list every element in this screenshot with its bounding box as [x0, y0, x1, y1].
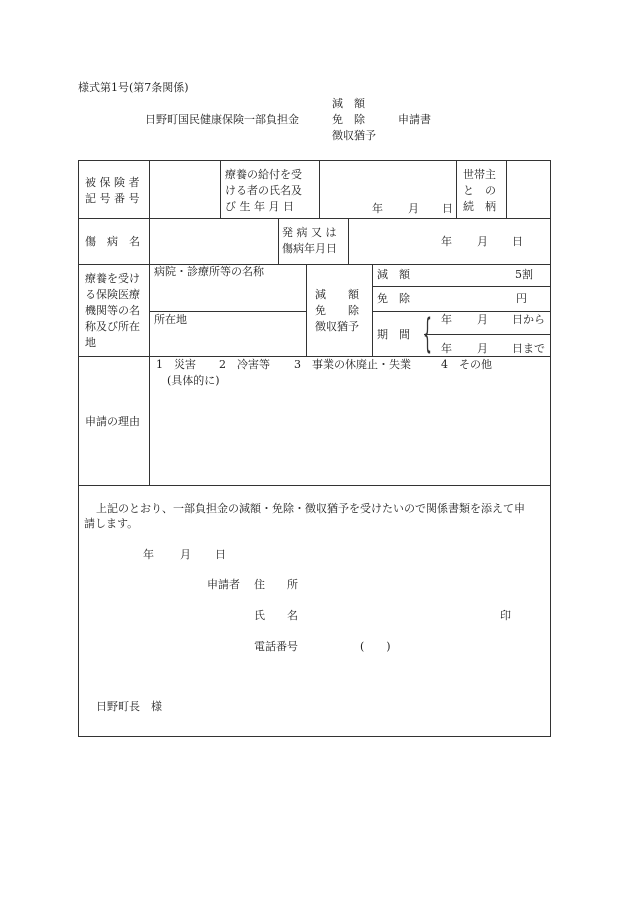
reason-option-other: 4 その他	[441, 358, 492, 371]
application-day-unit: 日	[215, 548, 226, 561]
onset-year-unit: 年	[441, 235, 452, 248]
exemption-unit: 円	[516, 292, 527, 305]
title-option-exemption: 免 除	[332, 113, 365, 126]
application-year-unit: 年	[143, 548, 154, 561]
title-option-reduction: 減 額	[332, 97, 365, 110]
applicant-address-label: 住 所	[254, 578, 298, 591]
exemption-label: 免 除	[377, 292, 410, 305]
household-relation-label: 世帯主 と の 続 柄	[463, 168, 496, 213]
period-brace: {	[423, 311, 432, 357]
disease-name-label: 傷 病 名	[85, 235, 140, 248]
period-from-year: 年	[441, 313, 452, 326]
period-label: 期 間	[377, 328, 410, 341]
reason-label: 申請の理由	[85, 415, 140, 428]
period-from-month: 月	[477, 313, 488, 326]
facility-name-label: 病院・診療所等の名称	[154, 265, 264, 278]
reason-option-disaster: 1 災害	[156, 358, 196, 371]
seal-mark: 印	[500, 609, 511, 622]
onset-day-unit: 日	[512, 235, 523, 248]
period-from-day: 日から	[512, 313, 545, 326]
phone-label: 電話番号	[254, 640, 298, 653]
addressee: 日野町長 様	[96, 700, 162, 713]
form-number: 様式第1号(第7条関係)	[78, 81, 189, 94]
insured-number-label: 被 保 険 者 記 号 番 号	[85, 176, 140, 205]
title-suffix: 申請書	[398, 113, 431, 126]
facility-label: 療養を受け る保険医療 機関等の名 称及び所在 地	[85, 272, 140, 349]
title-option-deferral: 徴収猶予	[332, 129, 376, 142]
title-main: 日野町国民健康保険一部負担金	[145, 113, 299, 126]
applicant-label: 申請者	[207, 578, 240, 591]
onset-month-unit: 月	[477, 235, 488, 248]
reason-option-cold-damage: 2 冷害等	[219, 358, 270, 371]
recipient-label: 療養の給付を受 ける者の氏名及 び 生 年 月 日	[225, 168, 302, 213]
relief-type-label: 減 額 免 除 徴収猶予	[315, 288, 359, 333]
declaration-text-line2: 請します。	[84, 517, 139, 530]
birth-year-unit: 年	[372, 202, 383, 215]
period-to-month: 月	[477, 342, 488, 355]
reason-detail-note: (具体的に)	[167, 374, 220, 387]
onset-date-label: 発 病 又 は 傷病年月日	[282, 226, 337, 255]
reason-option-business-closure: 3 事業の休廃止・失業	[294, 358, 411, 371]
birth-month-unit: 月	[408, 202, 419, 215]
applicant-name-label: 氏 名	[254, 609, 298, 622]
application-form	[78, 160, 551, 737]
declaration-text-line1: 上記のとおり、一部負担金の減額・免除・徴収猶予を受けたいので関係書類を添えて申	[96, 502, 525, 515]
period-to-year: 年	[441, 342, 452, 355]
birth-day-unit: 日	[442, 202, 453, 215]
application-month-unit: 月	[180, 548, 191, 561]
reduction-ratio: 5割	[515, 268, 533, 281]
period-to-day: 日まで	[512, 342, 545, 355]
facility-address-label: 所在地	[154, 313, 187, 326]
reduction-label: 減 額	[377, 268, 410, 281]
phone-area-code: ( )	[360, 640, 391, 653]
